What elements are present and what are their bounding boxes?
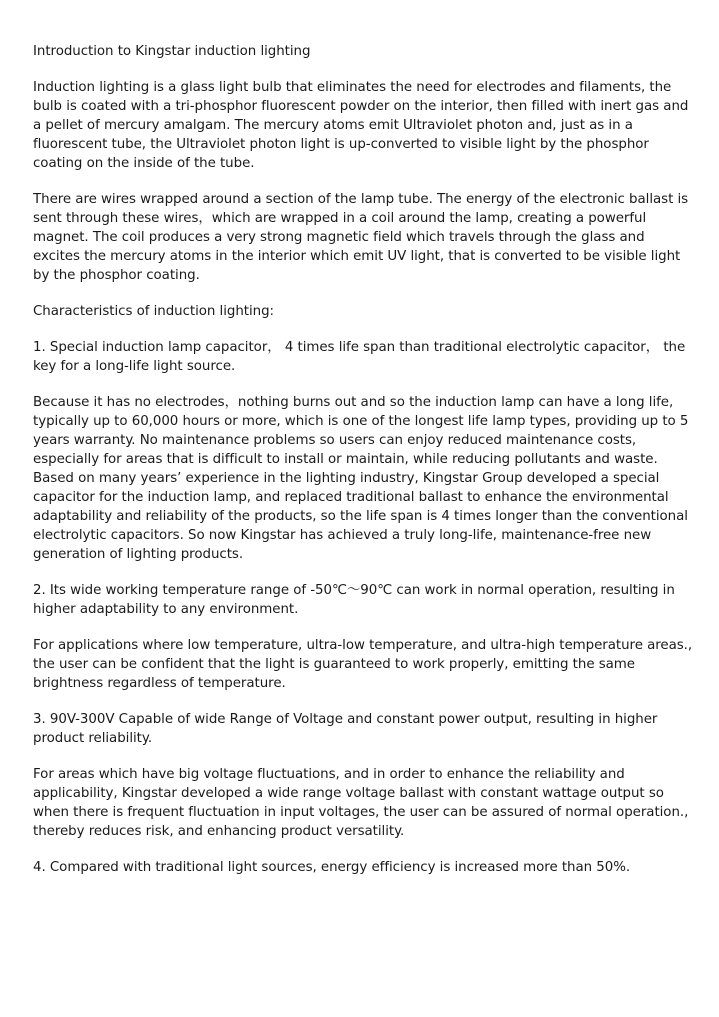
document-title: Introduction to Kingstar induction lighting	[33, 44, 311, 59]
characteristic-4-heading: 4. Compared with traditional light sources, energy efficiency is increased more than 50%.	[33, 860, 631, 875]
characteristic-1-heading: 1. Special induction lamp capacitor， 4 times life span than traditional electrolytic capacitor， the key for a long-life light source.	[33, 340, 686, 374]
document-body	[33, 42, 693, 894]
characteristic-2-detail: For applications where low temperature, ultra-low temperature, and ultra-high temperature areas., the user can be confident that the light is guaranteed to work properly, emitting the same brightness regardless of temperature.	[33, 638, 693, 691]
characteristic-1-detail: Because it has no electrodes，nothing burns out and so the induction lamp can have a long life, typically up to 60,000 hours or more, which is one of the longest life lamp types, providing up to 5 years warranty. No maintenance problems so users can enjoy reduced maintenance costs, especially for areas that is difficult to install or maintain, while reducing pollutants and waste. Based on many years’ experience in the lighting industry, Kingstar Group developed a special capacitor for the induction lamp, and replaced traditional ballast to enhance the environmental adaptability and reliability of the products, so the life span is 4 times longer than the conventional electrolytic capacitors. So now Kingstar has achieved a truly long-life, maintenance-free new generation of lighting products.	[33, 395, 689, 562]
characteristic-3-heading: 3. 90V-300V Capable of wide Range of Voltage and constant power output, resulting in higher product reliability.	[33, 712, 658, 746]
section-heading-characteristics: Characteristics of induction lighting:	[33, 304, 274, 319]
paragraph-wires-coil: There are wires wrapped around a section of the lamp tube. The energy of the electronic ballast is sent through these wires，which are wrapped in a coil around the lamp, creating a powerful magnet. The coil produces a very strong magnetic field which travels through the glass and excites the mercury atoms in the interior which emit UV light, that is converted to be visible light by the phosphor coating.	[33, 192, 689, 283]
paragraph-induction-definition: Induction lighting is a glass light bulb that eliminates the need for electrodes and filaments, the bulb is coated with a tri-phosphor fluorescent powder on the interior, then filled with inert gas and a pellet of mercury amalgam. The mercury atoms emit Ultraviolet photon and, just as in a fluorescent tube, the Ultraviolet photon light is up-converted to visible light by the phosphor coating on the inside of the tube.	[33, 80, 689, 171]
characteristic-3-detail: For areas which have big voltage fluctuations, and in order to enhance the reliability and applicability, Kingstar developed a wide range voltage ballast with constant wattage output so when there is frequent fluctuation in input voltages, the user can be assured of normal operation., thereby reduces risk, and enhancing product versatility.	[33, 767, 689, 839]
characteristic-2-heading: 2. Its wide working temperature range of -50℃～90℃ can work in normal operation, resulting in higher adaptability to any environment.	[33, 583, 675, 617]
